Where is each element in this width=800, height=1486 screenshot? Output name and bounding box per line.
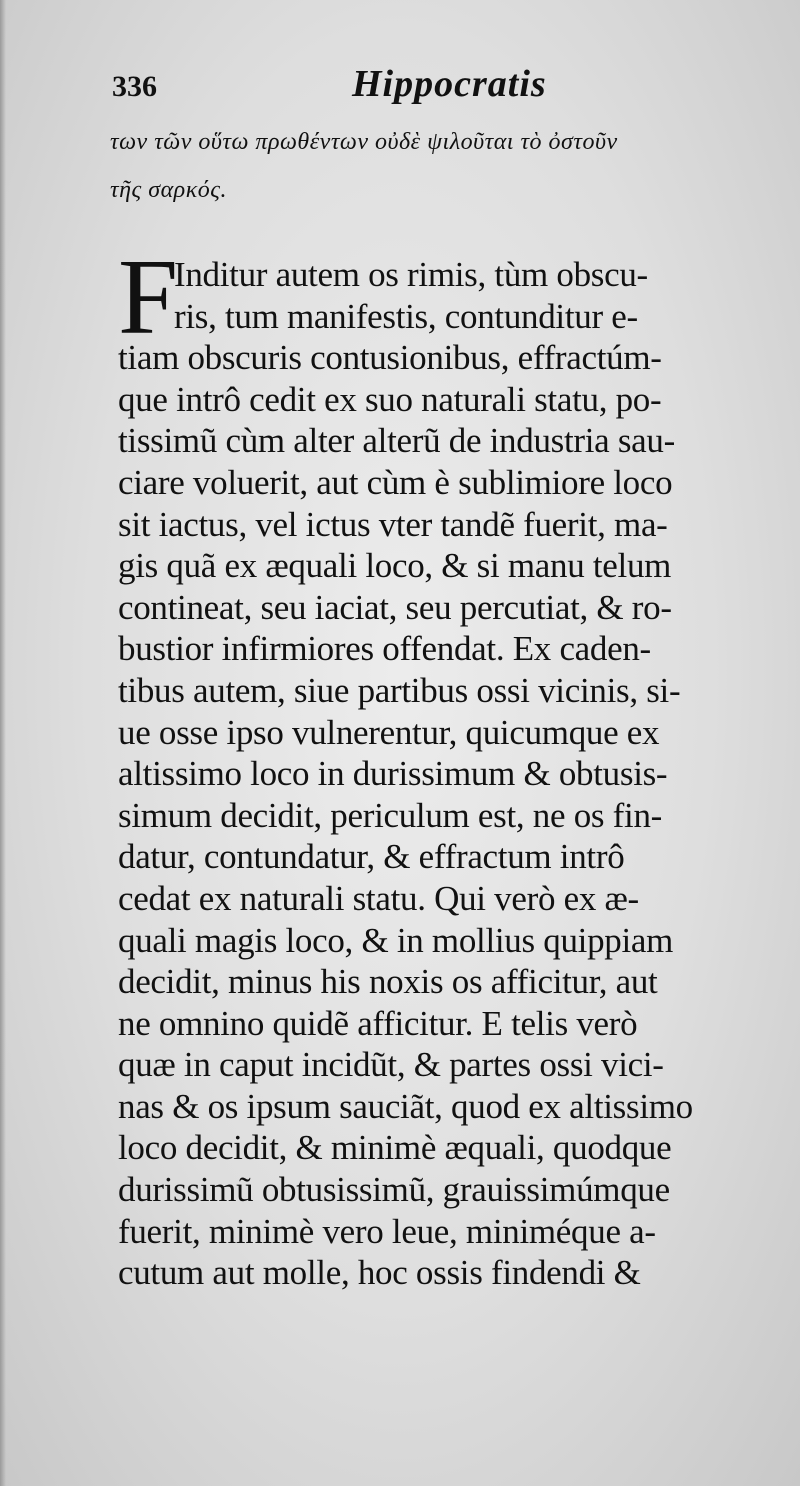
text-line: loco decidit, & minimè æquali, quodque <box>118 1128 672 1168</box>
text-line: quali magis loco, & in mollius quippiam <box>118 920 674 960</box>
text-line: nas & os ipsum sauciãt, quod ex altissimo <box>118 1086 693 1126</box>
text-line: datur, contundatur, & effractum intrô <box>118 837 625 877</box>
text-line: fuerit, minimè vero leue, miniméque a- <box>118 1211 656 1251</box>
text-line: ue osse ipso vulnerentur, quicumque ex <box>118 712 660 752</box>
text-line: Inditur autem os rimis, tùm obscu- <box>174 255 648 294</box>
text-line: quæ in caput incidũt, & partes ossi vici- <box>118 1045 664 1085</box>
text-line: tiam obscuris contusionibus, effractúm- <box>118 338 662 378</box>
latin-paragraph <box>118 238 778 1294</box>
greek-line: των τῶν οὕτω πρωθέντων οὐδὲ ψιλοῦται τὸ ὀστοῦν <box>110 129 618 155</box>
drop-cap: F <box>118 238 179 357</box>
text-line: contineat, seu iaciat, seu percutiat, & ro- <box>118 587 672 627</box>
text-line: ciare voluerit, aut cùm è sublimiore loco <box>118 462 673 502</box>
text-line: tissimũ cùm alter alterũ de industria sau- <box>118 421 675 461</box>
page-number: 336 <box>112 70 157 103</box>
text-line: gis quã ex æquali loco, & si manu telum <box>118 546 672 586</box>
text-line: simum decidit, periculum est, ne os fin- <box>118 795 663 835</box>
text-line: decidit, minus his noxis os afficitur, aut <box>118 962 658 1002</box>
text-line: altissimo loco in durissimum & obtusis- <box>118 754 668 794</box>
running-head <box>112 62 572 108</box>
greek-line: τῆς σαρκός. <box>110 177 227 203</box>
text-line: ne omnino quidẽ afficitur. E telis verò <box>118 1003 638 1043</box>
text-line: sit iactus, vel ictus vter tandẽ fuerit, ma- <box>118 504 668 544</box>
text-line: cutum aut molle, hoc ossis findendi & <box>118 1253 641 1293</box>
text-line: bustior infirmiores offendat. Ex caden- <box>118 629 651 669</box>
text-line: ris, tum manifestis, contunditur e- <box>174 296 638 336</box>
greek-passage <box>110 118 770 214</box>
text-line: tibus autem, siue partibus ossi vicinis, si- <box>118 670 681 710</box>
text-line: que intrô cedit ex suo naturali statu, po- <box>118 379 662 419</box>
running-title: Hippocratis <box>352 63 547 105</box>
text-line: cedat ex naturali statu. Qui verò ex æ- <box>118 878 639 918</box>
text-line: durissimũ obtusissimũ, grauissimúmque <box>118 1170 670 1210</box>
